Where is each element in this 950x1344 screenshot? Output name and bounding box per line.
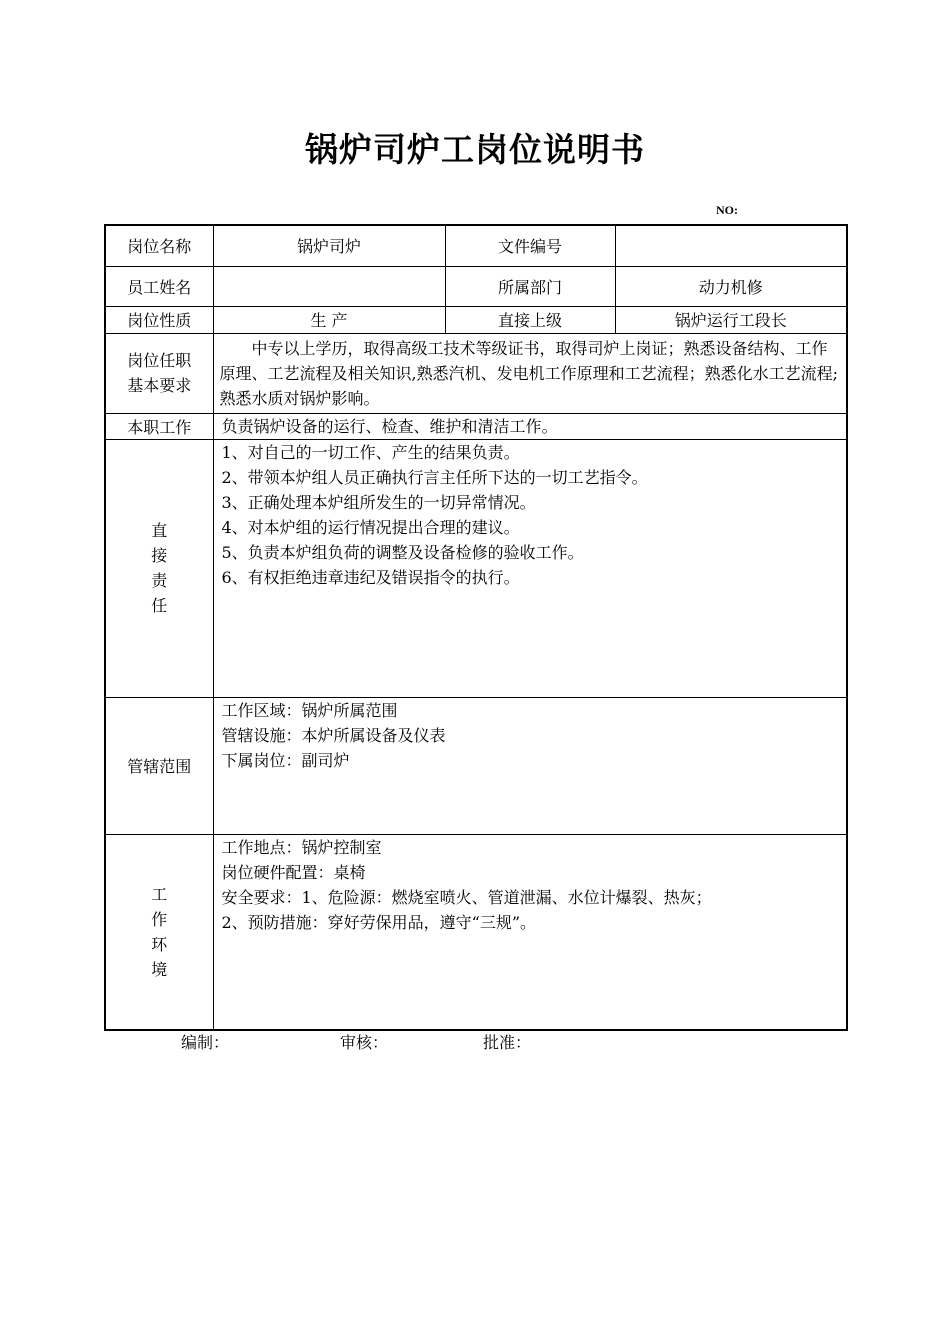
scope-label: 管辖范围 [105, 697, 213, 834]
list-item: 岗位硬件配置：桌椅 [221, 862, 366, 882]
post-name-label: 岗位名称 [105, 225, 213, 266]
label-char: 环 [151, 934, 168, 954]
reviewed-by-label: 审核： [340, 1033, 389, 1052]
label-char: 境 [151, 959, 168, 979]
duty-text: 负责锅炉设备的运行、检查、维护和清洁工作。 [213, 413, 847, 439]
document-number-label: NO: [716, 203, 738, 217]
list-item: 安全要求：1、危险源：燃烧室喷火、管道泄漏、水位计爆裂、热灰； [221, 887, 712, 907]
list-item: 工作区域：锅炉所属范围 [221, 700, 398, 720]
employee-name-value [213, 266, 445, 306]
label-char: 任 [151, 596, 168, 615]
department-label: 所属部门 [445, 266, 615, 306]
approved-by-label: 批准： [483, 1033, 532, 1052]
list-item: 3、正确处理本炉组所发生的一切异常情况。 [221, 492, 536, 512]
post-nature-value: 生 产 [213, 306, 445, 333]
job-description-table [104, 224, 848, 1031]
direct-superior-label: 直接上级 [445, 306, 615, 333]
duty-label: 本职工作 [105, 413, 213, 439]
table-row [105, 306, 847, 333]
requirements-label [105, 333, 213, 413]
department-value: 动力机修 [615, 266, 847, 306]
list-item: 4、对本炉组的运行情况提出合理的建议。 [221, 517, 520, 537]
responsibility-list [213, 439, 847, 697]
requirements-label-line: 岗位任职 [127, 351, 192, 370]
direct-superior-value: 锅炉运行工段长 [615, 306, 847, 333]
table-row [105, 697, 847, 834]
list-item: 1、对自己的一切工作、产生的结果负责。 [221, 442, 520, 462]
label-char: 工 [151, 884, 168, 904]
table-row [105, 225, 847, 266]
post-nature-label: 岗位性质 [105, 306, 213, 333]
scope-list [213, 697, 847, 834]
table-row [105, 439, 847, 697]
label-char: 作 [151, 909, 168, 929]
label-char: 直 [151, 521, 168, 540]
list-item: 2、带领本炉组人员正确执行言主任所下达的一切工艺指令。 [221, 467, 648, 487]
list-item: 2、预防措施：穿好劳保用品，遵守“三规”。 [221, 912, 537, 932]
list-item: 管辖设施：本炉所属设备及仪表 [221, 725, 446, 745]
list-item: 下属岗位：副司炉 [221, 750, 350, 770]
compiled-by-label: 编制： [181, 1033, 230, 1052]
file-number-label: 文件编号 [445, 225, 615, 266]
employee-name-label: 员工姓名 [105, 266, 213, 306]
table-row [105, 266, 847, 306]
table-row [105, 834, 847, 1030]
table-row [105, 413, 847, 439]
requirements-text: 中专以上学历，取得高级工技术等级证书，取得司炉上岗证；熟悉设备结构、工作原理、工艺流程及相关知识,熟悉汽机、发电机工作原理和工艺流程；熟悉化水工艺流程;熟悉水质对锅炉影响。 [213, 333, 847, 413]
list-item: 5、负责本炉组负荷的调整及设备检修的验收工作。 [221, 542, 584, 562]
label-char: 责 [151, 571, 168, 590]
label-char: 接 [151, 546, 168, 565]
page-title: 锅炉司炉工岗位说明书 [305, 130, 645, 169]
list-item: 6、有权拒绝违章违纪及错误指令的执行。 [221, 567, 520, 587]
file-number-value [615, 225, 847, 266]
responsibility-label [105, 439, 213, 697]
requirements-label-line: 基本要求 [127, 376, 192, 395]
list-item: 工作地点：锅炉控制室 [221, 837, 382, 857]
environment-list [213, 834, 847, 1030]
table-row [105, 333, 847, 413]
post-name-value: 锅炉司炉 [213, 225, 445, 266]
environment-label [105, 834, 213, 1030]
